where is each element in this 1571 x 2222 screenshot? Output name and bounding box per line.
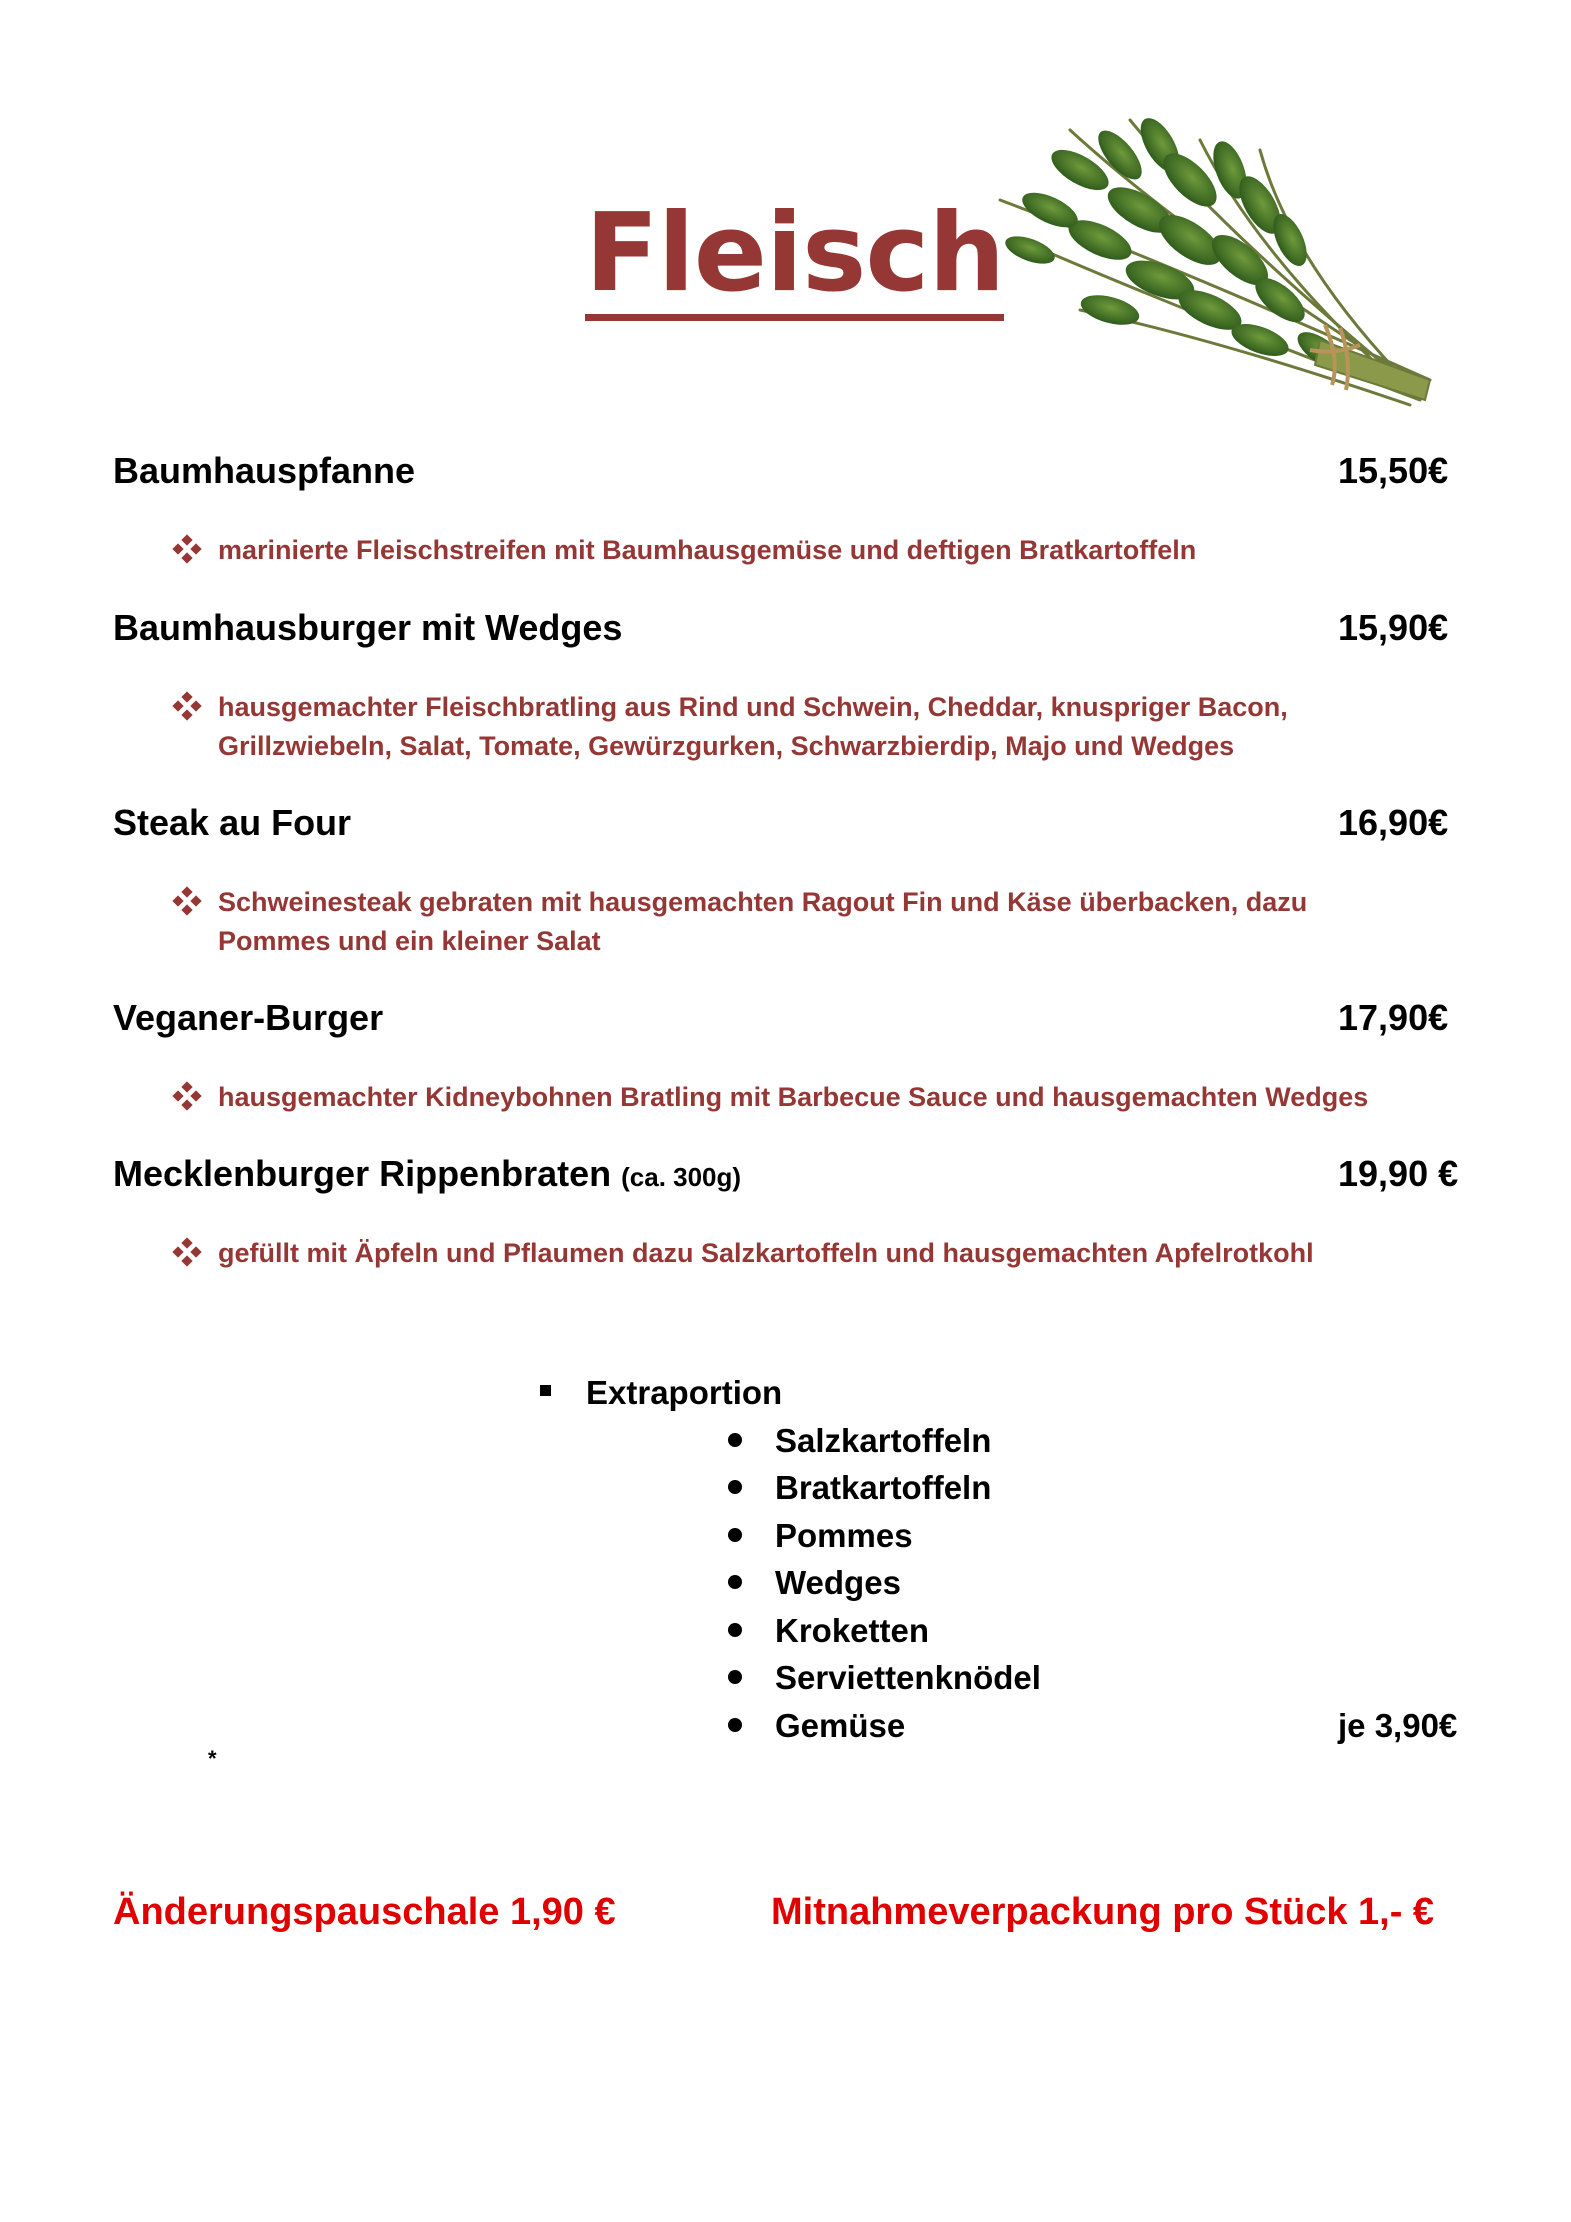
menu-item-description: Schweinesteak gebraten mit hausgemachten Ragout Fin und Käse überbacken, dazu Pommes und ein kleiner Salat — [218, 887, 1308, 956]
menu-item-price: 17,90€ — [1338, 997, 1449, 1038]
menu-item-price: 15,50€ — [1338, 450, 1449, 491]
round-bullet-icon — [728, 1528, 742, 1542]
side-dish-item: Serviettenknödel — [775, 1659, 1041, 1696]
side-dish-item: Kroketten — [775, 1612, 930, 1649]
menu-item-name-text: Veganer-Burger — [113, 997, 384, 1038]
asterisk-note: * — [208, 1746, 217, 1771]
page-title: Fleisch — [585, 200, 1004, 321]
side-dish-item: Gemüse — [775, 1707, 906, 1744]
round-bullet-icon — [728, 1480, 742, 1494]
menu-item-price: 19,90 € — [1338, 1153, 1459, 1194]
round-bullet-icon — [728, 1718, 742, 1732]
square-bullet-icon — [540, 1385, 551, 1396]
diamond-bullet-icon — [172, 534, 202, 564]
diamond-bullet-icon — [172, 1081, 202, 1111]
menu-item-name-text: Baumhauspfanne — [113, 450, 416, 491]
extras-label: Extraportion — [586, 1374, 783, 1411]
menu-item-description: gefüllt mit Äpfeln und Pflaumen dazu Salzkartoffeln und hausgemachten Apfelrotkohl — [218, 1238, 1314, 1268]
menu-item-name-text: Mecklenburger Rippenbraten — [113, 1153, 612, 1194]
menu-item-name — [113, 997, 384, 1038]
menu-item-name — [113, 1153, 742, 1194]
thyme-bundle-image — [960, 110, 1460, 440]
round-bullet-icon — [728, 1623, 742, 1637]
menu-item-name — [113, 450, 416, 491]
menu-item-name-text: Baumhausburger mit Wedges — [113, 607, 623, 648]
round-bullet-icon — [728, 1670, 742, 1684]
side-dish-item: Wedges — [775, 1564, 901, 1601]
takeaway-fee-note: Mitnahmeverpackung pro Stück 1,- € — [771, 1891, 1435, 1933]
extras-price: je 3,90€ — [1338, 1707, 1458, 1744]
side-dish-item: Bratkartoffeln — [775, 1469, 992, 1506]
diamond-bullet-icon — [172, 1237, 202, 1267]
menu-item-price: 15,90€ — [1338, 607, 1449, 648]
diamond-bullet-icon — [172, 886, 202, 916]
change-fee-note: Änderungspauschale 1,90 € — [113, 1891, 616, 1933]
side-dish-item: Pommes — [775, 1517, 913, 1554]
round-bullet-icon — [728, 1575, 742, 1589]
menu-item-name — [113, 607, 623, 648]
menu-item-description: hausgemachter Fleischbratling aus Rind und Schwein, Cheddar, knuspriger Bacon, Grillzwiebeln, Salat, Tomate, Gewürzgurken, Schwarzbierdip, Majo und Wedges — [218, 692, 1288, 761]
menu-item-weight: (ca. 300g) — [621, 1162, 742, 1192]
menu-item-price: 16,90€ — [1338, 802, 1449, 843]
menu-item-description: hausgemachter Kidneybohnen Bratling mit Barbecue Sauce und hausgemachten Wedges — [218, 1082, 1369, 1112]
menu-item-name-text: Steak au Four — [113, 802, 352, 843]
menu-item-description: marinierte Fleischstreifen mit Baumhausgemüse und deftigen Bratkartoffeln — [218, 535, 1197, 565]
diamond-bullet-icon — [172, 691, 202, 721]
menu-item-name — [113, 802, 352, 843]
round-bullet-icon — [728, 1433, 742, 1447]
side-dish-item: Salzkartoffeln — [775, 1422, 992, 1459]
